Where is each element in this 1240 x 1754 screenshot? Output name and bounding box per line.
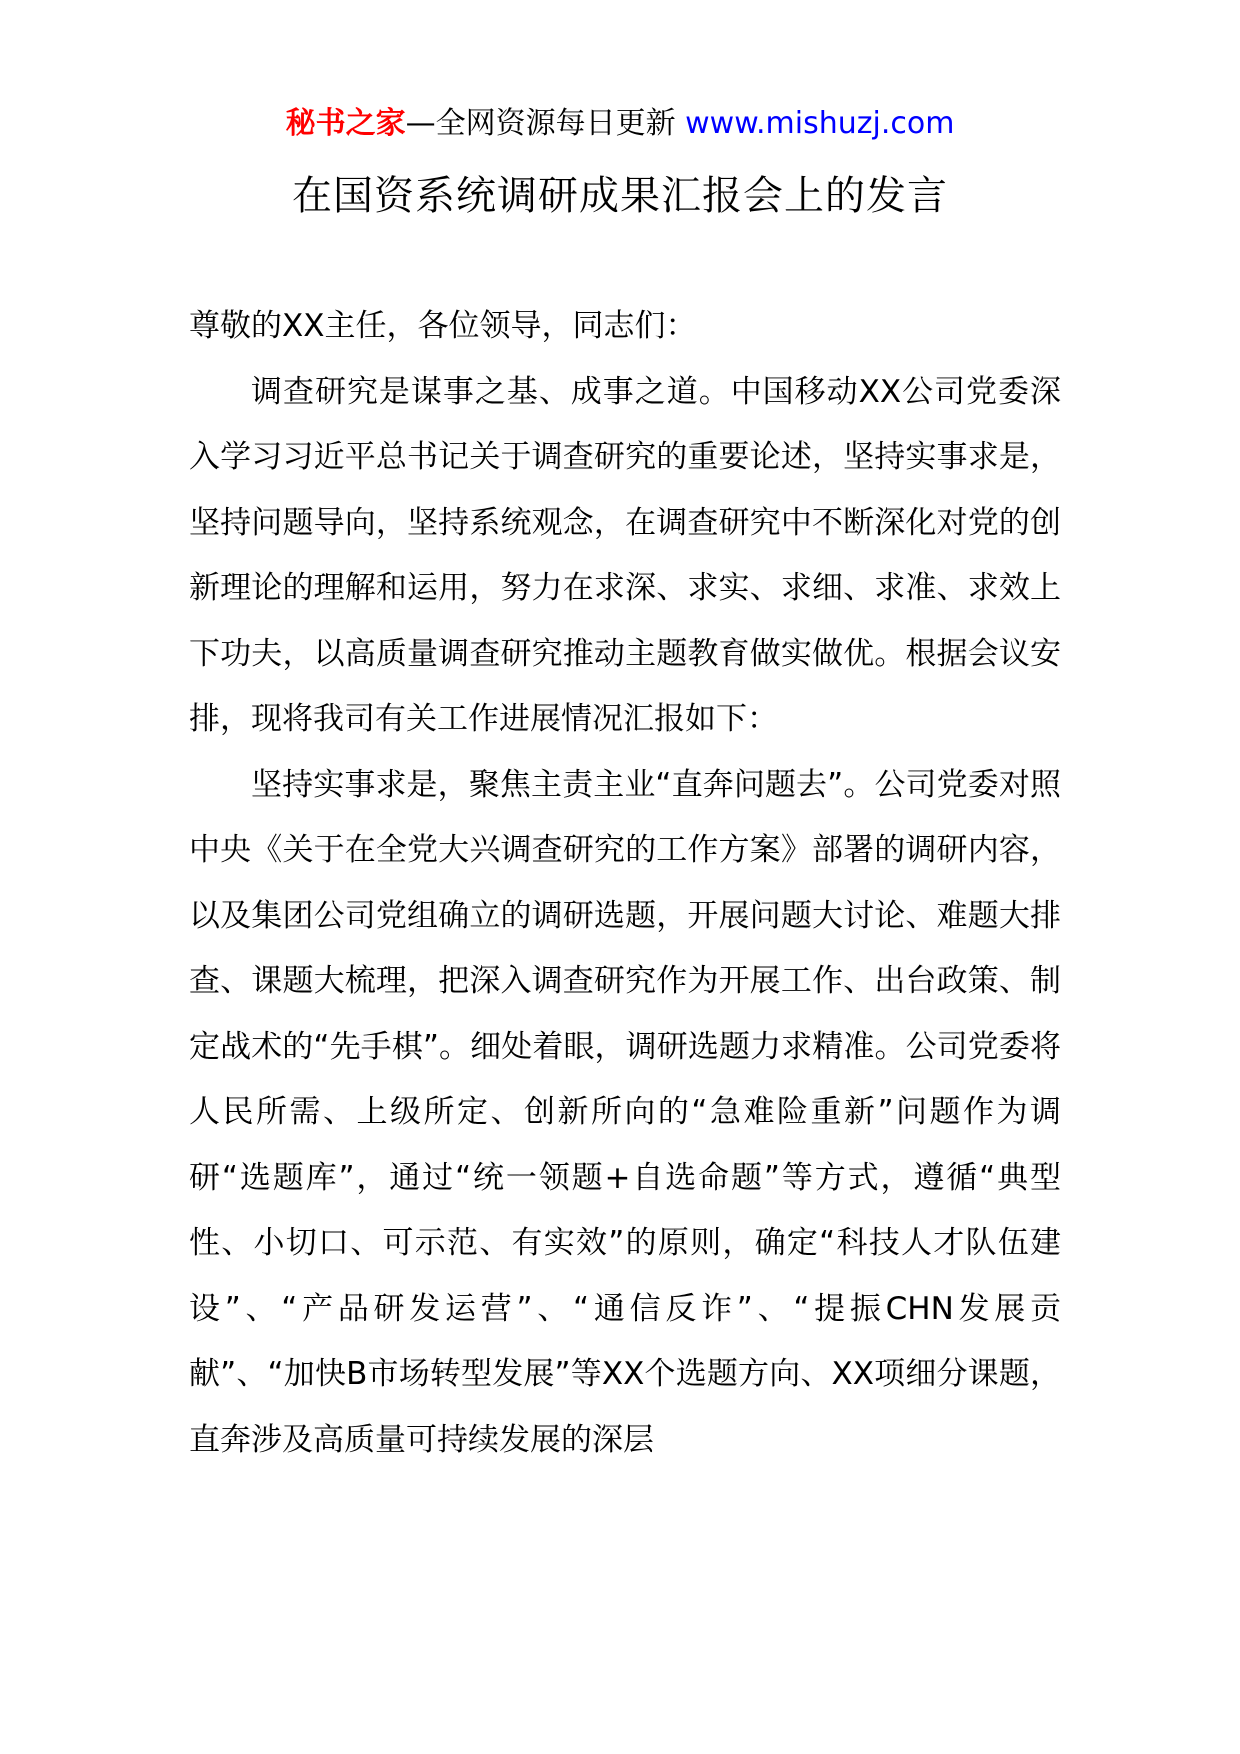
document-title: 在国资系统调研成果汇报会上的发言 bbox=[292, 173, 948, 219]
document-body bbox=[189, 294, 1061, 1473]
site-header bbox=[0, 104, 1240, 144]
brand-name: 秘书之家 bbox=[285, 106, 406, 141]
body-paragraph: 坚持实事求是，聚焦主责主业“直奔问题去”。公司党委对照中央《关于在全党大兴调查研究的工作方案》部署的调研内容，以及集团公司党组确立的调研选题，开展问题大讨论、难题大排查、课题大梳理，把深入调查研究作为开展工作、出台政策、制定战术的“先手棋”。细处着眼，调研选题力求精准。公司党委将人民所需、上级所定、创新所向的“急难险重新”问题作为调研“选题库”，通过“统一领题+自选命题”等方式，遵循“典型性、小切口、可示范、有实效”的原则，确定“科技人才队伍建设”、“产品研发运营”、“通信反诈”、“提振CHN发展贡献”、“加快B市场转型发展”等XX个选题方向、XX项细分课题，直奔涉及高质量可持续发展的深层 bbox=[189, 766, 1061, 1458]
header-tagline: —全网资源每日更新 bbox=[405, 106, 676, 141]
salutation: 尊敬的XX主任，各位领导，同志们： bbox=[189, 308, 697, 344]
site-url-link[interactable]: www.mishuzj.com bbox=[685, 106, 955, 141]
body-paragraph: 调查研究是谋事之基、成事之道。中国移动XX公司党委深入学习习近平总书记关于调查研究的重要论述，坚持实事求是，坚持问题导向，坚持系统观念，在调查研究中不断深化对党的创新理论的理解和运用，努力在求深、求实、求细、求准、求效上下功夫，以高质量调查研究推动主题教育做实做优。根据会议安排，现将我司有关工作进展情况汇报如下： bbox=[189, 373, 1061, 737]
